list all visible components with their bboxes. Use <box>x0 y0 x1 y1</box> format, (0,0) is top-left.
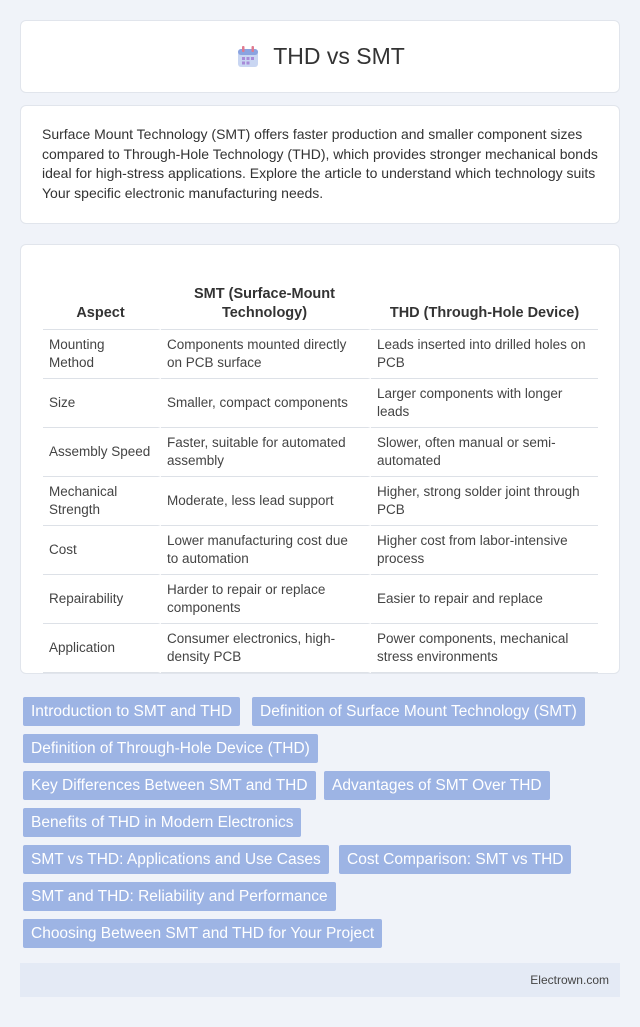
link-key-differences[interactable]: Key Differences Between SMT and THD <box>23 771 316 800</box>
title-wrap <box>235 43 405 70</box>
table-cell: Mechanical Strength <box>43 477 161 526</box>
table-cell: Repairability <box>43 575 161 624</box>
title-card <box>20 20 620 93</box>
table-row <box>43 477 598 526</box>
table-cell: Harder to repair or replace components <box>161 575 371 624</box>
table-cell: Consumer electronics, high-density PCB <box>161 624 371 673</box>
comparison-table <box>43 267 598 673</box>
intro-text: Surface Mount Technology (SMT) offers faster production and smaller component sizes compared to Through-Hole Technology (THD), which provides stronger mechanical bonds ideal for high-stress applications. Explore the article to understand which technology suits Your specific electronic manufacturing needs. <box>42 126 598 201</box>
table-cell: Faster, suitable for automated assembly <box>161 428 371 477</box>
table-card <box>20 244 620 674</box>
header-smt: SMT (Surface-Mount Technology) <box>161 267 371 330</box>
link-cost-comparison[interactable]: Cost Comparison: SMT vs THD <box>339 845 571 874</box>
table-cell: Assembly Speed <box>43 428 161 477</box>
footer-site-name: Electrown.com <box>530 973 609 987</box>
header-thd: THD (Through-Hole Device) <box>371 267 598 330</box>
link-benefits-thd[interactable]: Benefits of THD in Modern Electronics <box>23 808 301 837</box>
table-row <box>43 575 598 624</box>
table-cell: Cost <box>43 526 161 575</box>
table-cell: Mounting Method <box>43 330 161 379</box>
table-cell: Larger components with longer leads <box>371 379 598 428</box>
table-header-row <box>43 267 598 330</box>
table-cell: Application <box>43 624 161 673</box>
calendar-icon <box>235 44 261 70</box>
link-introduction[interactable]: Introduction to SMT and THD <box>23 697 240 726</box>
table-row <box>43 526 598 575</box>
table-cell: Easier to repair and replace <box>371 575 598 624</box>
header-aspect: Aspect <box>43 267 161 330</box>
page-title: THD vs SMT <box>273 43 405 69</box>
footer <box>20 963 620 997</box>
link-advantages-smt[interactable]: Advantages of SMT Over THD <box>324 771 550 800</box>
table-row <box>43 379 598 428</box>
link-reliability[interactable]: SMT and THD: Reliability and Performance <box>23 882 336 911</box>
table-row <box>43 330 598 379</box>
table-cell: Smaller, compact components <box>161 379 371 428</box>
table-row <box>43 428 598 477</box>
table-cell: Higher cost from labor-intensive process <box>371 526 598 575</box>
table-cell: Components mounted directly on PCB surface <box>161 330 371 379</box>
table-cell: Size <box>43 379 161 428</box>
link-definition-thd[interactable]: Definition of Through-Hole Device (THD) <box>23 734 318 763</box>
table-cell: Higher, strong solder joint through PCB <box>371 477 598 526</box>
table-cell: Slower, often manual or semi-automated <box>371 428 598 477</box>
link-applications[interactable]: SMT vs THD: Applications and Use Cases <box>23 845 329 874</box>
table-cell: Moderate, less lead support <box>161 477 371 526</box>
link-definition-smt[interactable]: Definition of Surface Mount Technology (SMT) <box>252 697 585 726</box>
table-row <box>43 624 598 673</box>
table-cell: Leads inserted into drilled holes on PCB <box>371 330 598 379</box>
table-cell: Lower manufacturing cost due to automation <box>161 526 371 575</box>
link-choosing[interactable]: Choosing Between SMT and THD for Your Project <box>23 919 382 948</box>
table-cell: Power components, mechanical stress environments <box>371 624 598 673</box>
intro-card <box>20 105 620 224</box>
